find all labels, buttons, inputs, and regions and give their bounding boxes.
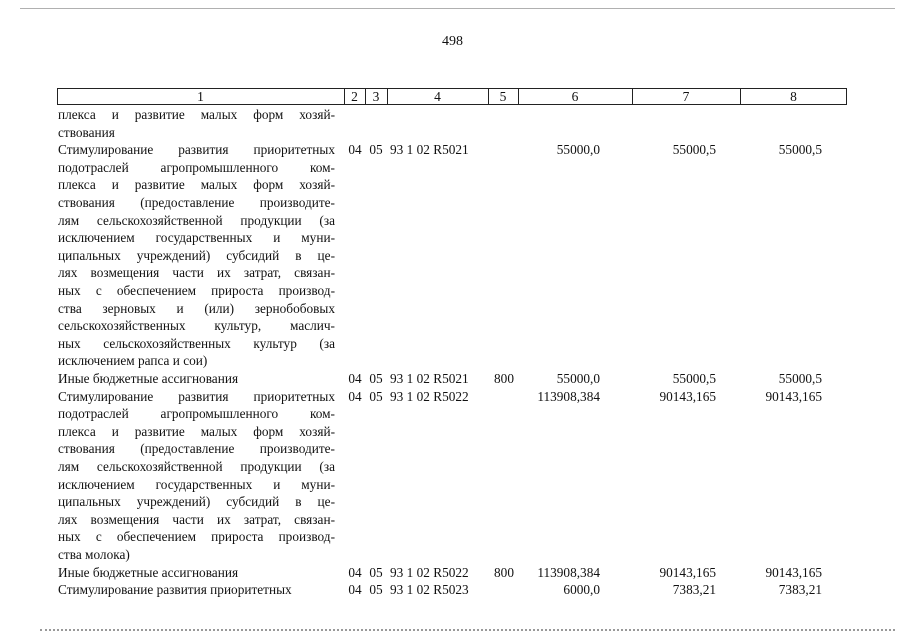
- cell-c2: 04: [348, 388, 362, 404]
- cell-c8: 55000,5: [778, 142, 822, 158]
- cell-c7: 90143,165: [659, 388, 716, 404]
- header-col-1: 1: [197, 89, 204, 104]
- row-description-line: Иные бюджетные ассигнования: [58, 371, 239, 386]
- cell-c3: 05: [369, 371, 383, 386]
- cell-c5: 800: [494, 371, 514, 386]
- row-description-line: ципальных учреждений) субсидий в це-: [58, 494, 335, 510]
- row-description-line: лях возмещения части их затрат, связан-: [58, 265, 335, 281]
- page-number: 498: [442, 34, 463, 49]
- row-description-line: ных с обеспечением прироста производ-: [58, 283, 335, 298]
- row-description-line: ных сельскохозяйственных культур (за: [58, 335, 335, 351]
- header-col-7: 7: [682, 89, 690, 104]
- row-description-line: ства зерновых и (или) зернобобовых: [58, 300, 335, 316]
- cell-c2: 04: [348, 371, 362, 386]
- cell-c6: 55000,0: [556, 371, 600, 386]
- cell-c2: 04: [348, 142, 362, 158]
- row-description-line: лям сельскохозяйственной продукции (за: [58, 459, 335, 474]
- header-col-4: 4: [434, 89, 441, 104]
- row-description-line: ных с обеспечением прироста производ-: [58, 529, 335, 545]
- row-description-line: ствования (предоставление производите-: [58, 441, 335, 457]
- cell-c8: 90143,165: [765, 564, 822, 580]
- cell-c4: 93 1 02 R5021: [390, 142, 469, 158]
- header-col-8: 8: [790, 89, 797, 104]
- cell-c3: 05: [369, 582, 383, 598]
- row-description-line: лям сельскохозяйственной продукции (за: [58, 212, 335, 228]
- header-col-2: 2: [351, 89, 358, 104]
- cell-c3: 05: [369, 564, 383, 580]
- row-description-line: исключением государственных и муни-: [58, 230, 335, 246]
- scan-top-border: [20, 8, 895, 9]
- cell-c4: 93 1 02 R5021: [390, 371, 469, 386]
- cell-c4: 93 1 02 R5022: [390, 564, 469, 580]
- row-description-line: ципальных учреждений) субсидий в це-: [58, 247, 335, 263]
- row-description-line: Иные бюджетные ассигнования: [58, 564, 239, 580]
- row-description-line: лях возмещения части их затрат, связан-: [58, 511, 335, 527]
- cell-c5: 800: [494, 564, 514, 580]
- header-col-5: 5: [499, 89, 507, 104]
- row-description-line: исключением рапса и сои): [58, 353, 208, 369]
- cell-c7: 90143,165: [659, 564, 716, 580]
- row-description-line: плекса и развитие малых форм хозяй-: [58, 177, 335, 193]
- row-description-line: ствования: [58, 124, 115, 140]
- cell-c4: 93 1 02 R5023: [390, 582, 469, 598]
- row-description-line: Стимулирование развития приоритетных: [58, 582, 292, 598]
- cell-c6: 6000,0: [563, 582, 600, 598]
- cell-c7: 7383,21: [672, 582, 716, 598]
- row-description-line: Стимулирование развития приоритетных: [58, 388, 335, 404]
- cell-c8: 7383,21: [778, 582, 822, 598]
- row-description-line: подотраслей агропромышленного ком-: [58, 159, 335, 175]
- cell-c6: 113908,384: [537, 388, 600, 404]
- cell-c3: 05: [369, 388, 383, 404]
- header-col-3: 3: [372, 89, 380, 104]
- header-col-6: 6: [571, 89, 579, 104]
- row-description-line: плекса и развитие малых форм хозяй-: [58, 423, 335, 439]
- cell-c6: 55000,0: [556, 142, 600, 158]
- row-description-line: ства молока): [58, 547, 130, 562]
- cell-c8: 90143,165: [765, 388, 822, 404]
- row-description-line: подотраслей агропромышленного ком-: [58, 406, 335, 422]
- cell-c4: 93 1 02 R5022: [390, 388, 469, 404]
- scan-bottom-border: [40, 629, 895, 631]
- cell-c2: 04: [348, 582, 362, 598]
- cell-c6: 113908,384: [537, 564, 600, 580]
- cell-c7: 55000,5: [672, 142, 716, 158]
- cell-c8: 55000,5: [778, 371, 822, 386]
- row-description-line: плекса и развитие малых форм хозяй-: [58, 107, 335, 122]
- cell-c3: 05: [369, 142, 383, 158]
- row-description-line: Стимулирование развития приоритетных: [58, 142, 335, 158]
- row-description-line: ствования (предоставление производите-: [58, 195, 335, 210]
- cell-c7: 55000,5: [672, 371, 716, 386]
- row-description-line: сельскохозяйственных культур, маслич-: [58, 318, 335, 334]
- row-description-line: исключением государственных и муни-: [58, 476, 335, 492]
- cell-c2: 04: [348, 564, 362, 580]
